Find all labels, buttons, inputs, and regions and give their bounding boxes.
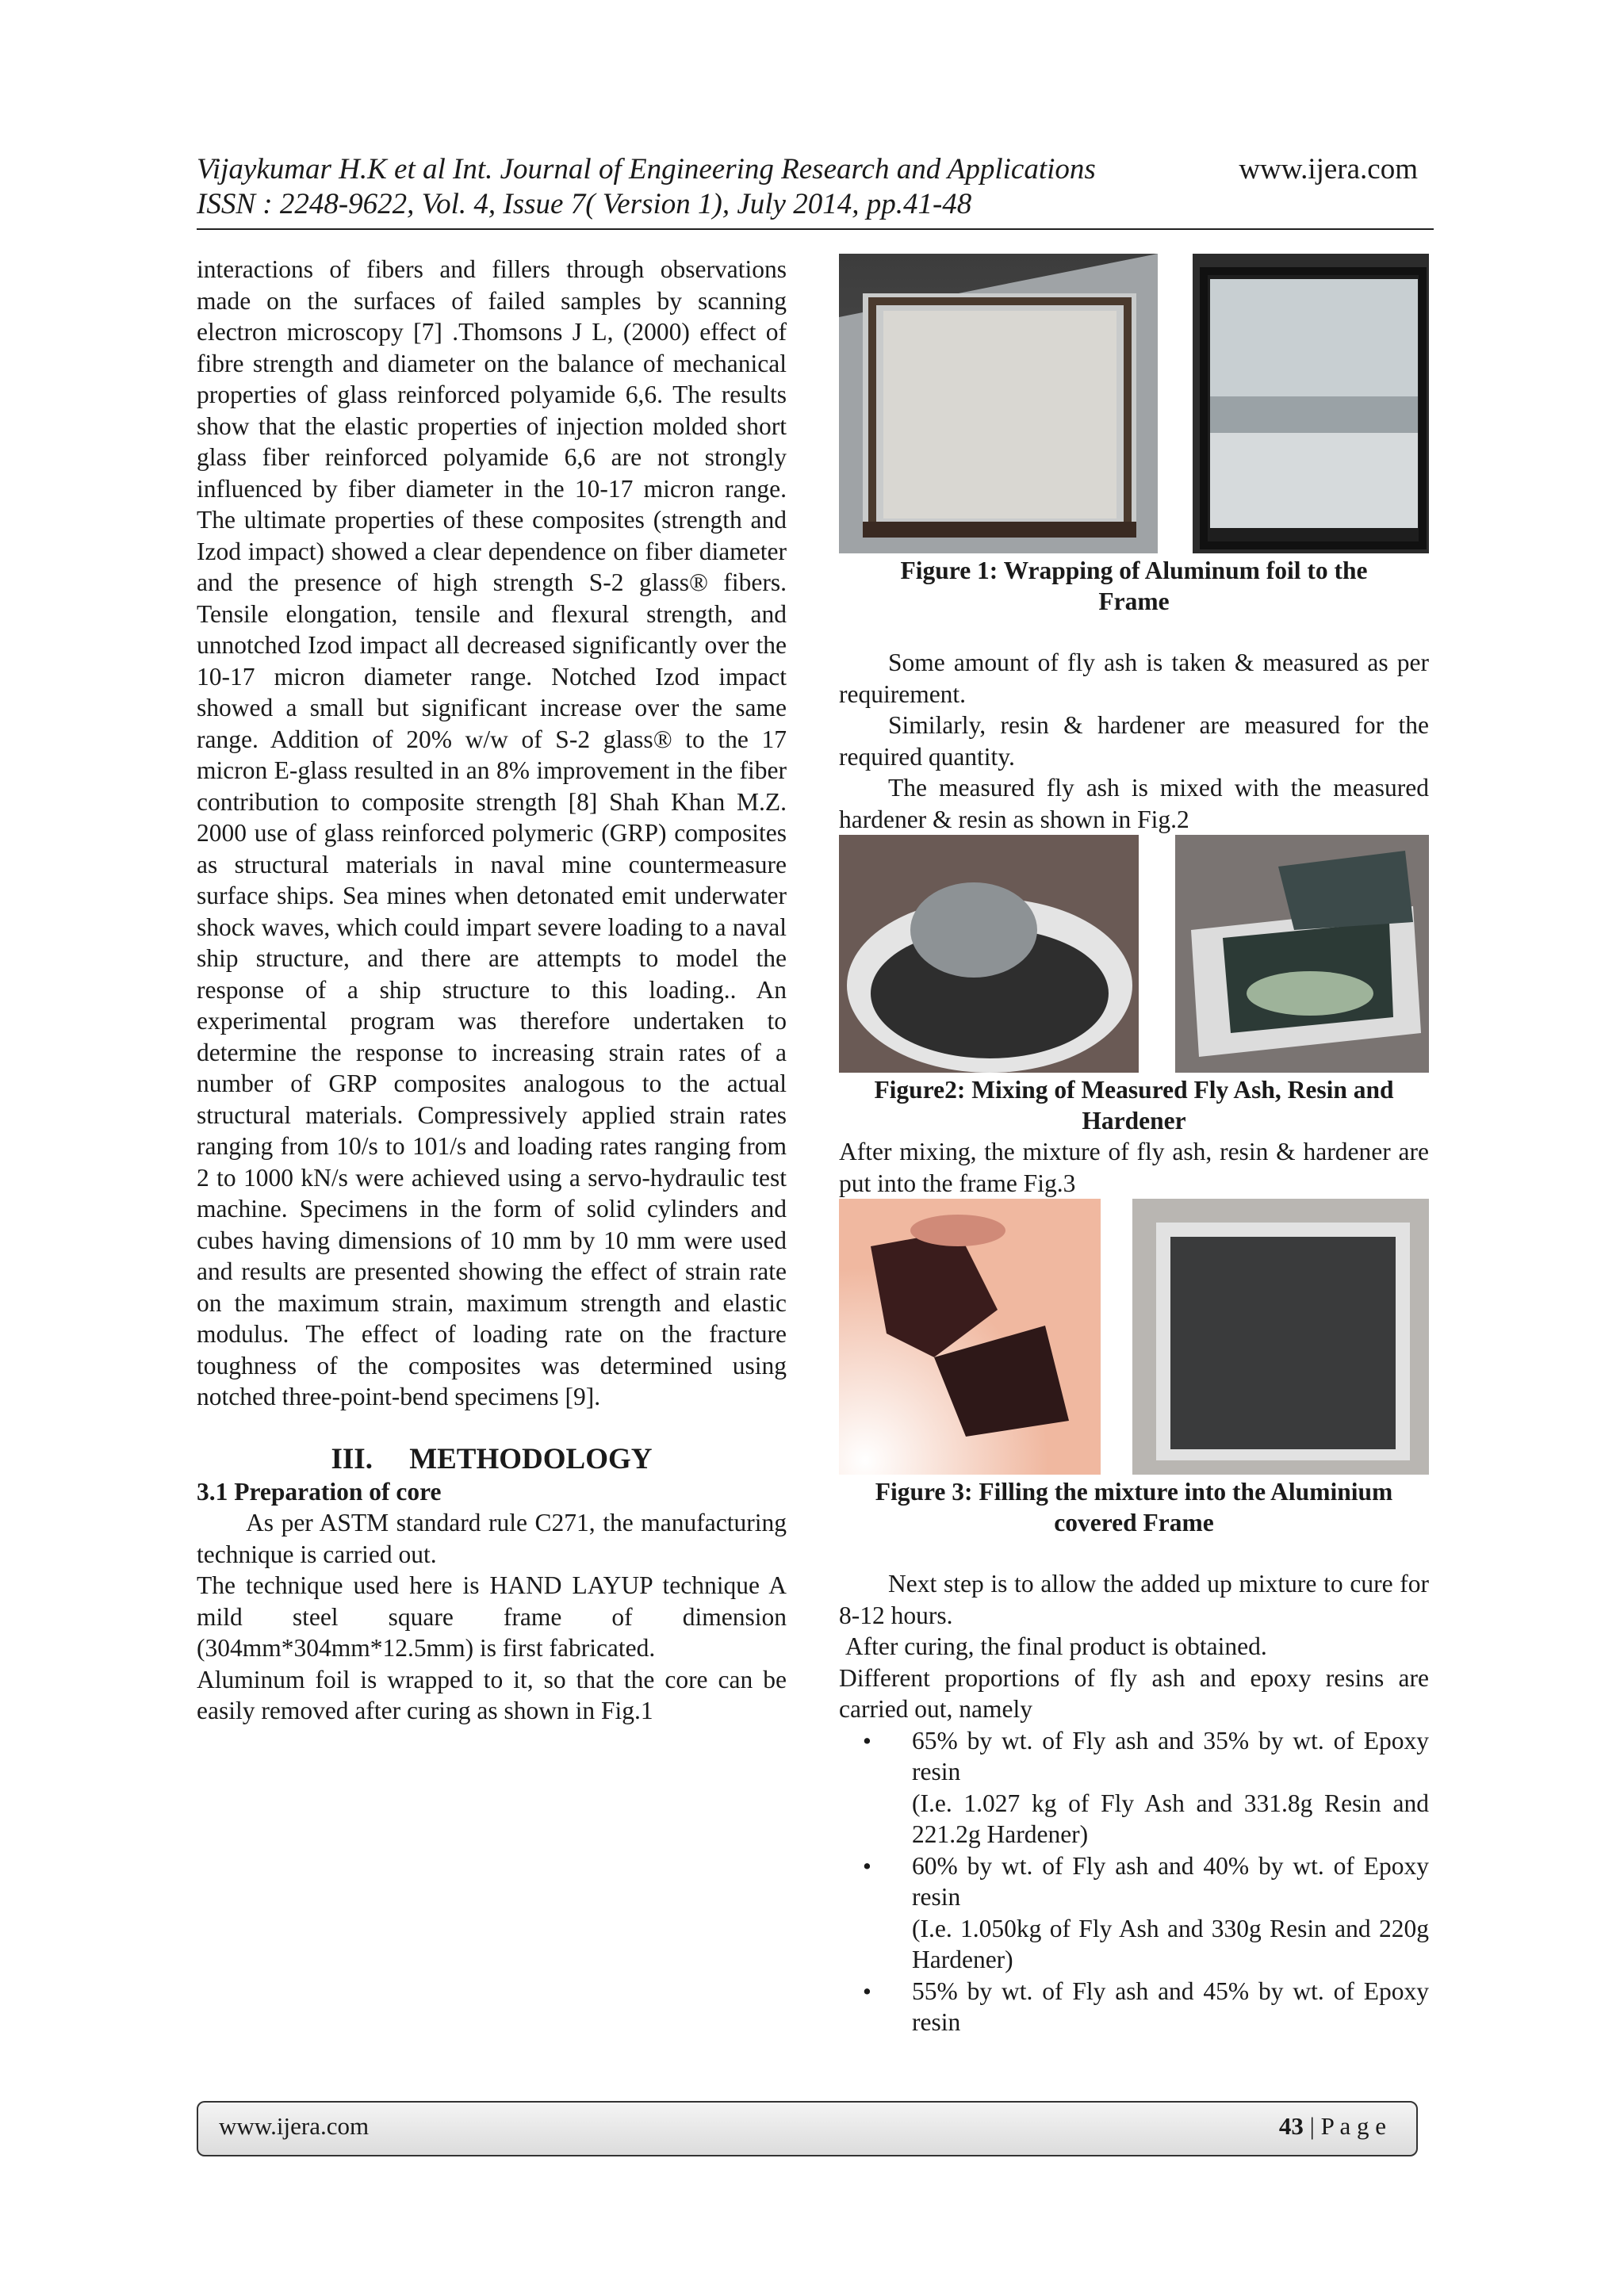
journal-url[interactable]: www.ijera.com	[1239, 153, 1418, 186]
bullet-icon: •	[863, 1726, 871, 1755]
figure-1-photo-right	[1193, 254, 1429, 553]
figure-2	[839, 835, 1429, 1073]
figure-3-caption: Figure 3: Filling the mixture into the Aluminium covered Frame	[875, 1478, 1393, 1536]
figure-3-photo-right	[1132, 1199, 1429, 1475]
figure-2-photo-left	[839, 835, 1139, 1073]
footer-url[interactable]: www.ijera.com	[219, 2112, 370, 2140]
body-paragraph: The technique used here is HAND LAYUP technique A mild steel square frame of dimension (304mm*304mm*12.5mm) is first fabricated.	[197, 1571, 787, 1662]
figure-3-photo-left	[839, 1199, 1101, 1475]
right-column	[839, 254, 1429, 2038]
body-paragraph: Different proportions of fly ash and epoxy resins are carried out, namely	[839, 1663, 1429, 1723]
figure-2-photo-right	[1175, 835, 1429, 1073]
bullet-icon: •	[863, 1851, 871, 1880]
running-header	[197, 152, 1434, 230]
list-item	[839, 1725, 1429, 1850]
body-paragraph: After curing, the final product is obtained.	[839, 1632, 1267, 1660]
figure-1-caption: Figure 1: Wrapping of Aluminum foil to the Frame	[900, 557, 1368, 615]
page-number	[1279, 2112, 1386, 2141]
body-paragraph: Aluminum foil is wrapped to it, so that the core can be easily removed after curing as shown in Fig.1	[197, 1665, 787, 1724]
page-label: | P a g e	[1303, 2112, 1386, 2140]
left-column	[197, 254, 787, 1727]
list-item-main: 60% by wt. of Fly ash and 40% by wt. of Epoxy resin	[912, 1851, 1429, 1911]
proportion-list	[839, 1725, 1429, 2038]
body-paragraph: As per ASTM standard rule C271, the manufacturing technique is carried out.	[197, 1509, 787, 1568]
subsection-title: 3.1 Preparation of core	[197, 1477, 442, 1506]
figure-3	[839, 1199, 1429, 1475]
journal-citation: Vijaykumar H.K et al Int. Journal of Engineering Research and Applications	[197, 153, 1096, 186]
figure-2-caption: Figure2: Mixing of Measured Fly Ash, Resin and Hardener	[874, 1076, 1394, 1135]
body-paragraph: Next step is to allow the added up mixture to cure for 8-12 hours.	[839, 1570, 1429, 1629]
list-item-main: 65% by wt. of Fly ash and 35% by wt. of Epoxy resin	[912, 1726, 1429, 1785]
page-number-value: 43	[1278, 2112, 1304, 2140]
bullet-icon: •	[863, 1976, 871, 2005]
list-item-detail: (I.e. 1.027 kg of Fly Ash and 331.8g Resin and 221.2g Hardener)	[912, 1789, 1429, 1848]
list-item-main: 55% by wt. of Fly ash and 45% by wt. of Epoxy resin	[912, 1976, 1429, 2036]
figure-1	[839, 254, 1429, 553]
figure-1-photo-left	[839, 254, 1158, 553]
list-item	[839, 1976, 1429, 2038]
body-paragraph: interactions of fibers and fillers through observations made on the surfaces of failed samples by scanning electron microscopy [7] .Thomsons J L, (2000) effect of fibre strength and diameter on the balance of mechanical properties of glass reinforced polyamide 6,6. The results show that the elastic properties of injection molded short glass fiber reinforced polyamide 6,6 are not strongly influenced by fiber diameter in the 10-17 micron range. The ultimate properties of these composites (strength and Izod impact) showed a clear dependence on fiber diameter and the presence of high strength S-2 glass® fibers. Tensile elongation, tensile and flexural strength, and unnotched Izod impact all decreased significantly over the 10-17 micron diameter range. Notched Izod impact showed a small but significant increase over the same range. Addition of 20% w/w of S-2 glass® to the 17 micron E-glass resulted in an 8% improvement in the fiber contribution to composite strength [8] Shah Khan M.Z. 2000 use of glass reinforced polymeric (GRP) composites as structural materials in naval mine countermeasure surface ships. Sea mines when detonated emit underwater shock waves, which could impart severe loading to a naval ship structure, and there are attempts to model the response of a ship structure to this loading.. An experimental program was therefore undertaken to determine the response to increasing strain rates of a number of GRP composites analogous to the actual structural materials. Compressively applied strain rates ranging from 10/s to 101/s and loading rates ranging from 2 to 1000 kN/s were achieved using a servo-hydraulic test machine. Specimens in the form of solid cylinders and cubes having dimensions of 10 mm by 10 mm were used and results are presented showing the effect of strain rate on the maximum strain, maximum strength and elastic modulus. The effect of loading rate on the fracture toughness of the composites was determined using notched three-point-bend specimens [9].	[197, 255, 787, 1410]
body-paragraph: After mixing, the mixture of fly ash, resin & hardener are put into the frame Fig.3	[839, 1138, 1429, 1197]
section-title: III. METHODOLOGY	[331, 1442, 653, 1475]
body-paragraph: Similarly, resin & hardener are measured for the required quantity.	[839, 711, 1429, 771]
body-paragraph: The measured fly ash is mixed with the measured hardener & resin as shown in Fig.2	[839, 774, 1429, 833]
list-item-detail: (I.e. 1.050kg of Fly Ash and 330g Resin and 220g Hardener)	[912, 1914, 1429, 1973]
body-paragraph: Some amount of fly ash is taken & measured as per requirement.	[839, 649, 1429, 708]
page-footer	[197, 2101, 1418, 2156]
list-item	[839, 1850, 1429, 1976]
issn-line: ISSN : 2248-9622, Vol. 4, Issue 7( Version 1), July 2014, pp.41-48	[197, 188, 972, 220]
